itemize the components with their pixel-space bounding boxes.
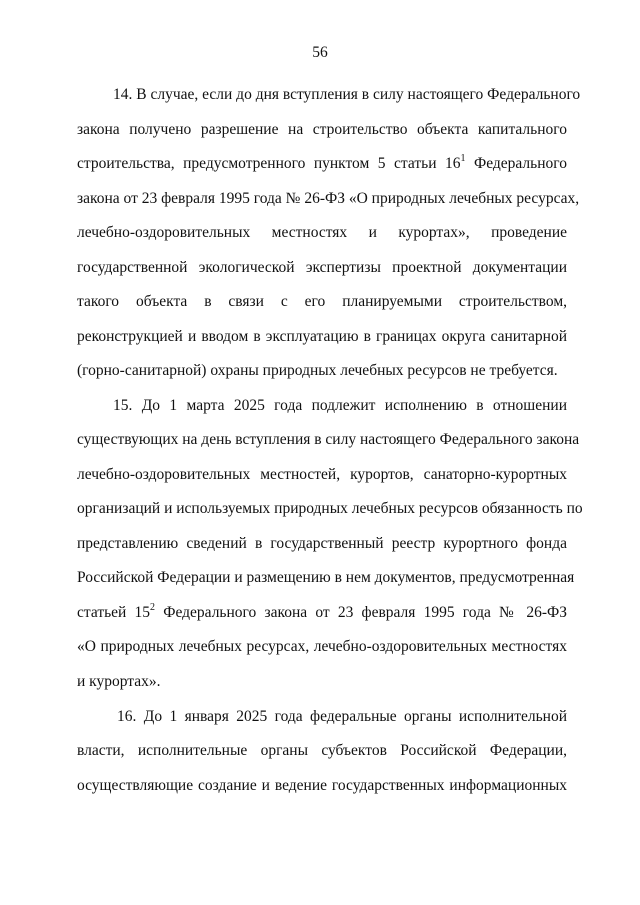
paragraph-line: существующих на день вступления в силу настоящего Федерального закона [77, 431, 580, 448]
superscript: 2 [150, 601, 156, 613]
paragraph-line: закона получено разрешение на строительство объекта капитального [77, 121, 567, 138]
line-text: статьей 15 [77, 604, 151, 621]
superscript: 1 [460, 152, 466, 164]
paragraph-line: 14. В случае, если до дня вступления в силу настоящего Федерального [113, 86, 581, 103]
paragraph-line [77, 153, 567, 175]
paragraph-line: и курортах». [77, 673, 161, 690]
paragraph-line: такого объекта в связи с его планируемыми строительством, [77, 293, 567, 310]
paragraph-line: лечебно-оздоровительных местностях и курортах», проведение [77, 224, 567, 241]
paragraph-line: Российской Федерации и размещению в нем документов, предусмотренная [77, 569, 575, 586]
paragraph-line: лечебно-оздоровительных местностей, курортов, санаторно-курортных [77, 466, 567, 483]
paragraph-line: представлению сведений в государственный реестр курортного фонда [77, 535, 567, 552]
paragraph-line: (горно-санитарной) охраны природных лечебных ресурсов не требуется. [77, 362, 558, 379]
paragraph-line: 15. До 1 марта 2025 года подлежит исполнению в отношении [113, 397, 567, 414]
paragraph-line [77, 602, 567, 624]
line-text: строительства, предусмотренного пунктом 5 статьи 16 [77, 155, 461, 172]
paragraph-line: 16. До 1 января 2025 года федеральные органы исполнительной [117, 708, 567, 725]
paragraph-line: осуществляющие создание и ведение государственных информационных [77, 777, 567, 794]
line-text: Федерального закона от 23 февраля 1995 года № 26-ФЗ [155, 604, 568, 621]
paragraph-line: реконструкцией и вводом в эксплуатацию в границах округа санитарной [77, 328, 567, 345]
line-text: Федерального [465, 155, 567, 172]
paragraph-line: «О природных лечебных ресурсах, лечебно-оздоровительных местностях [77, 638, 567, 655]
page-number: 56 [312, 44, 328, 61]
paragraph-line: государственной экологической экспертизы проектной документации [77, 259, 567, 276]
paragraph-line: власти, исполнительные органы субъектов Российской Федерации, [77, 742, 567, 759]
paragraph-line: организаций и используемых природных лечебных ресурсов обязанность по [77, 500, 583, 517]
paragraph-line: закона от 23 февраля 1995 года № 26-ФЗ «О природных лечебных ресурсах, [77, 190, 580, 207]
